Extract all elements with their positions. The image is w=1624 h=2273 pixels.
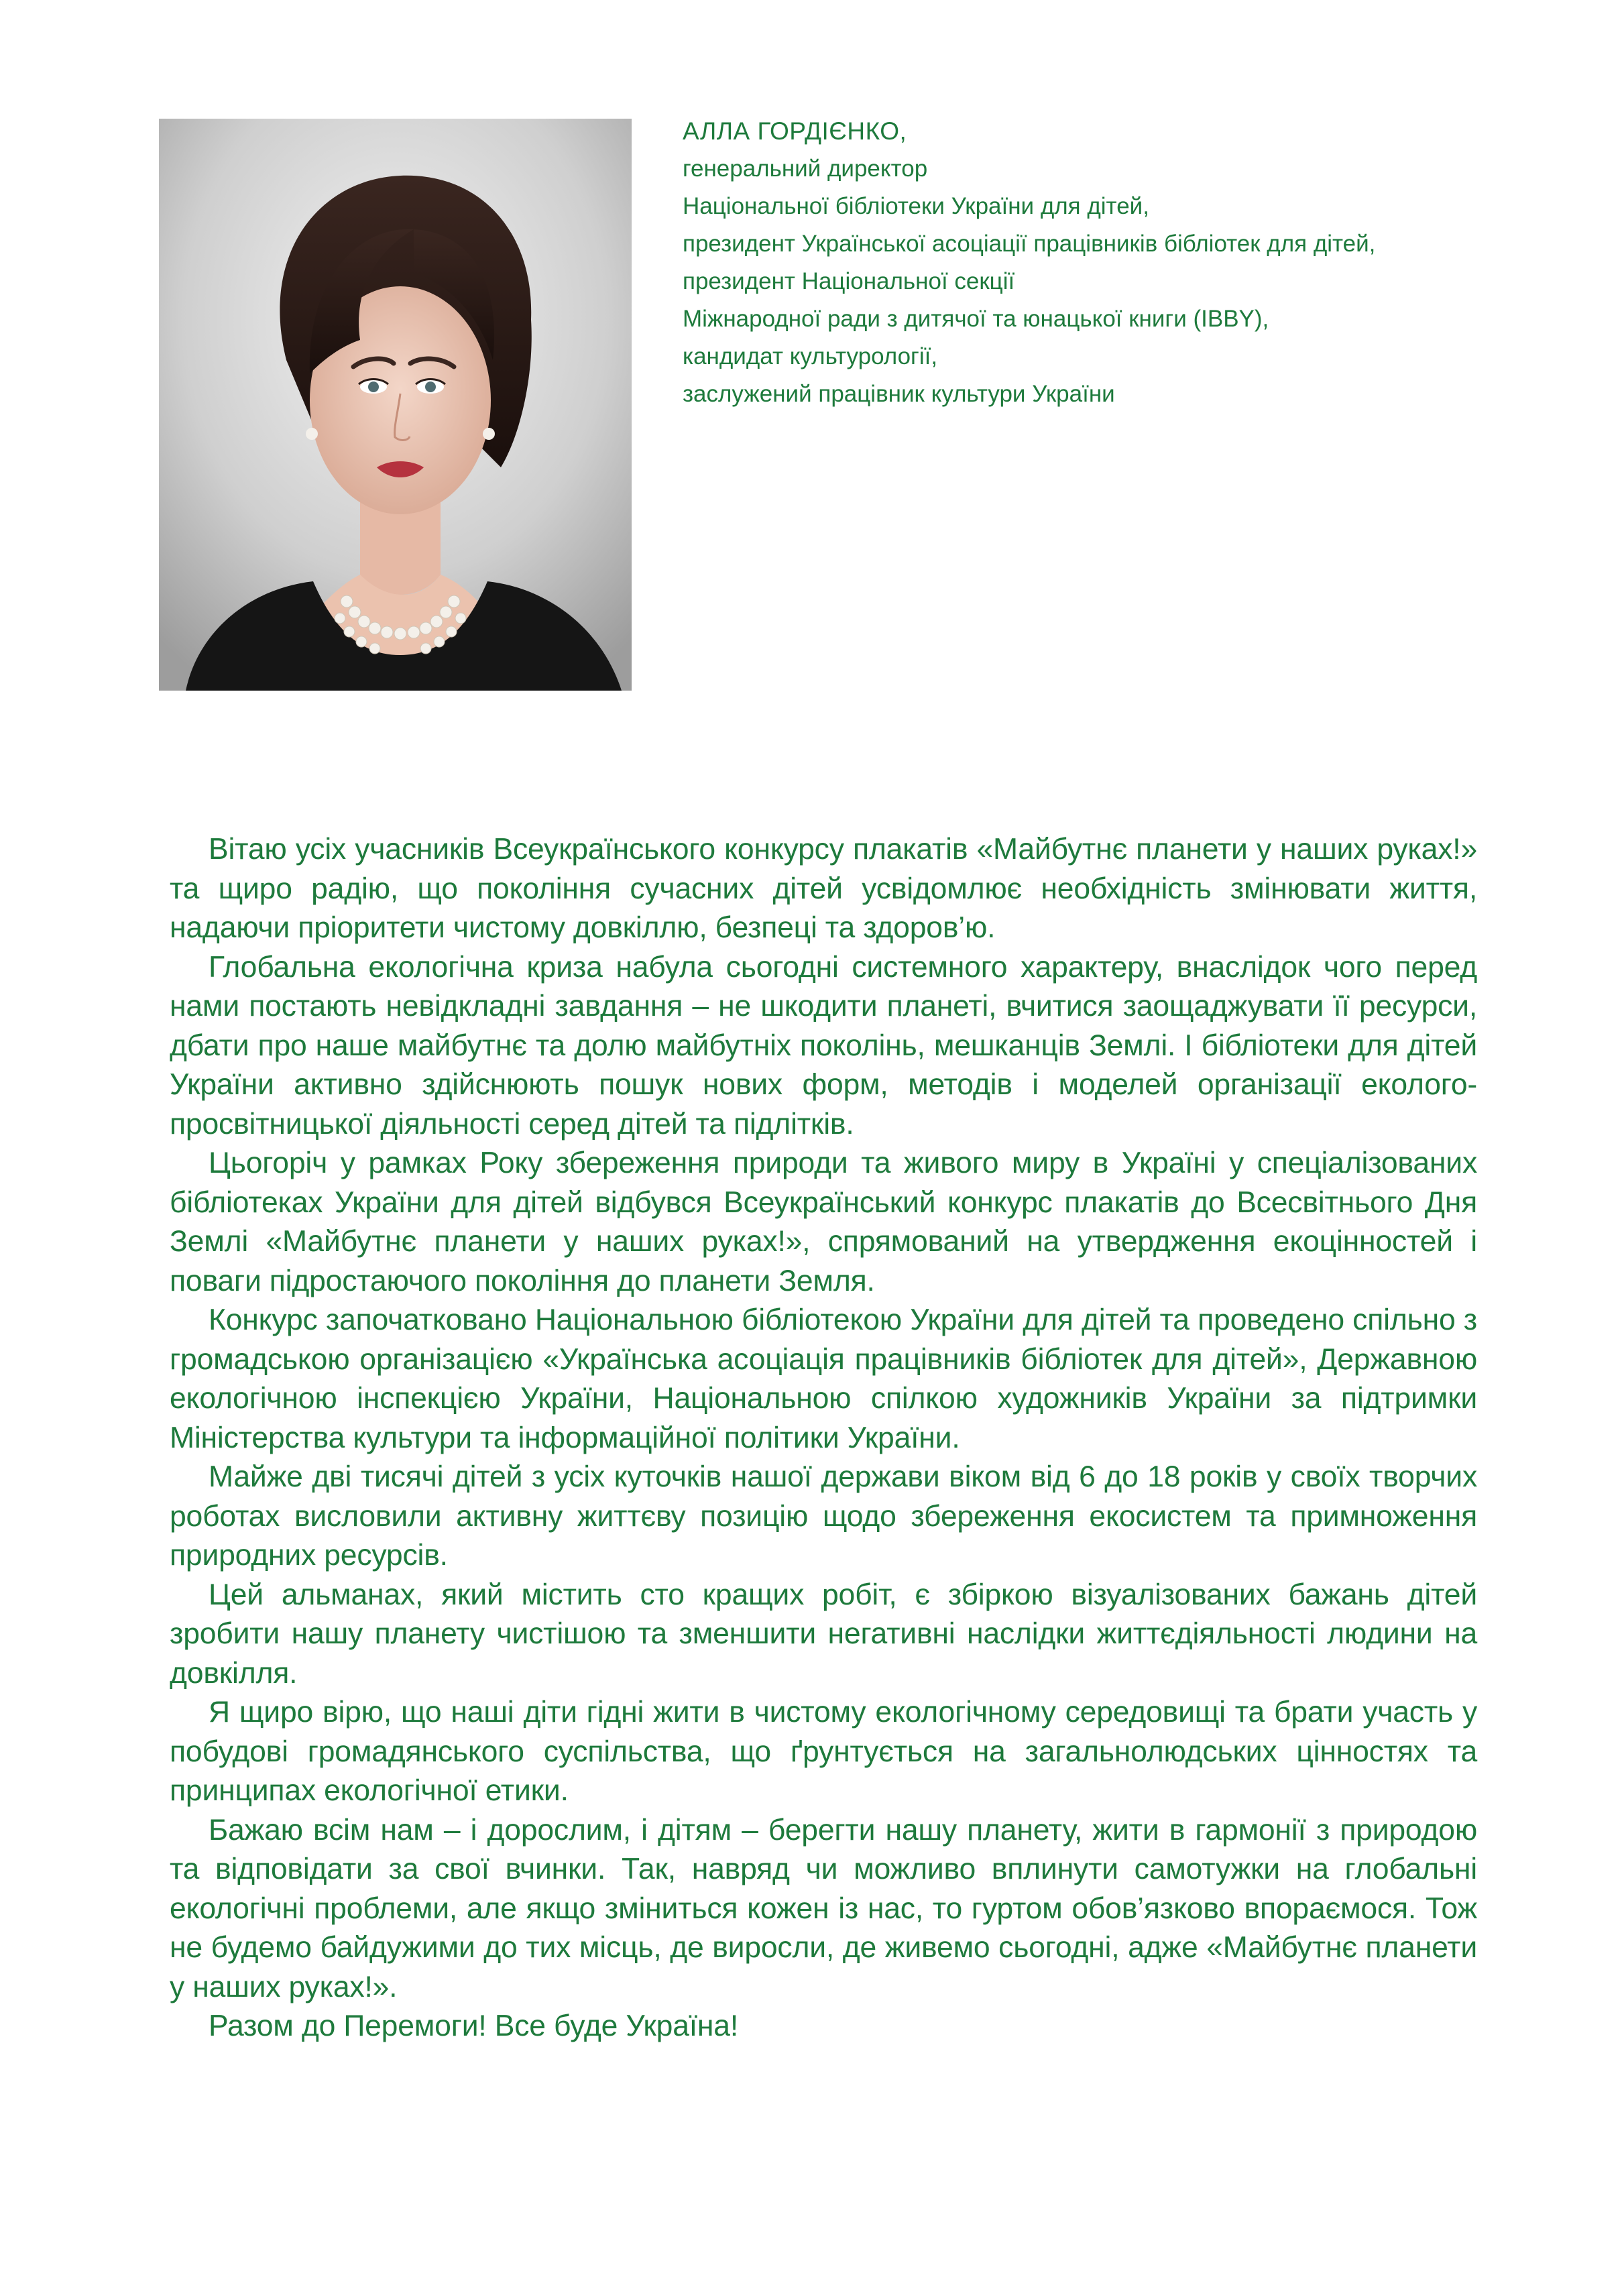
letter-paragraph: Бажаю всім нам – і дорослим, і дітям – берегти нашу планету, жити в гармонії з природою та відповідати за свої вчинки. Так, навряд чи можливо вплинути самотужки на глобальні екологічні проблеми, але якщо зміниться кожен із нас, то гуртом обов’язково впораємося. Тож не будемо байдужими до тих місць, де виросли, де живемо сьогодні, адже «Майбутнє планети у наших руках!». [170,1813,1477,2003]
letter-paragraph: Глобальна екологічна криза набула сьогодні системного характеру, внаслідок чого перед нами постають невідкладні завдання – не шкодити планеті, вчитися заощаджувати її ресурси, дбати про наше майбутнє та долю майбутніх поколінь, мешканців Землі. І бібліотеки для дітей України активно здійснюють пошук нових форм, методів і моделей організації еколого-просвітницької діяльності серед дітей та підлітків. [170,950,1477,1141]
letter-paragraph: Я щиро вірю, що наші діти гідні жити в чистому екологічному середовищі та брати участь у побудові громадянського суспільства, що ґрунтується на загальнолюдських цінностях та принципах екологічної етики. [170,1696,1477,1807]
letter-paragraph: Вітаю усіх учасників Всеукраїнського конкурсу плакатів «Майбутнє планети у наших руках!» та щиро радію, що покоління сучасних дітей усвідомлює необхідність змінювати життя, надаючи пріоритети чистому довкіллю, безпеці та здоров’ю. [170,833,1477,944]
author-portrait-photo [159,119,632,691]
portrait-illustration [159,119,632,691]
letter-paragraph: Майже дві тисячі дітей з усіх куточків нашої держави віком від 6 до 18 років у своїх творчих роботах висловили активну життєву позицію щодо збереження екосистем та примноження природних ресурсів. [170,1460,1477,1572]
author-title-line: кандидат культурології, [683,343,938,369]
author-title-line: президент Української асоціації працівників бібліотек для дітей, [683,231,1376,257]
letter-paragraph: Цей альманах, який містить сто кращих робіт, є збіркою візуалізованих бажань дітей зробити нашу планету чистішою та зменшити негативні наслідки життєдіяльності людини на довкілля. [170,1578,1477,1690]
author-title-line: Національної бібліотеки України для дітей, [683,193,1149,219]
letter-paragraph: Конкурс започатковано Національною бібліотекою України для дітей та проведено спільно з громадською організацією «Українська асоціація працівників бібліотек для дітей», Державною екологічною інспекцією України, Національною спілкою художників України за підтримки Міністерства культури та інформаційної політики України. [170,1303,1477,1454]
letter-body [170,830,1477,2046]
author-credentials [683,113,1514,413]
letter-closing: Разом до Перемоги! Все буде Україна! [209,2009,739,2042]
author-name: АЛЛА ГОРДІЄНКО, [683,117,907,145]
author-title-line: Міжнародної ради з дитячої та юнацької книги (IBBY), [683,306,1269,332]
author-title-line: заслужений працівник культури України [683,381,1115,407]
author-title-line: генеральний директор [683,156,928,182]
author-title-line: президент Національної секції [683,268,1015,294]
letter-paragraph: Цьогоріч у рамках Року збереження природи та живого миру в Україні у спеціалізованих бібліотеках України для дітей відбувся Всеукраїнський конкурс плакатів до Всесвітнього Дня Землі «Майбутнє планети у наших руках!», спрямований на утвердження екоцінностей і поваги підростаючого покоління до планети Земля. [170,1147,1477,1297]
